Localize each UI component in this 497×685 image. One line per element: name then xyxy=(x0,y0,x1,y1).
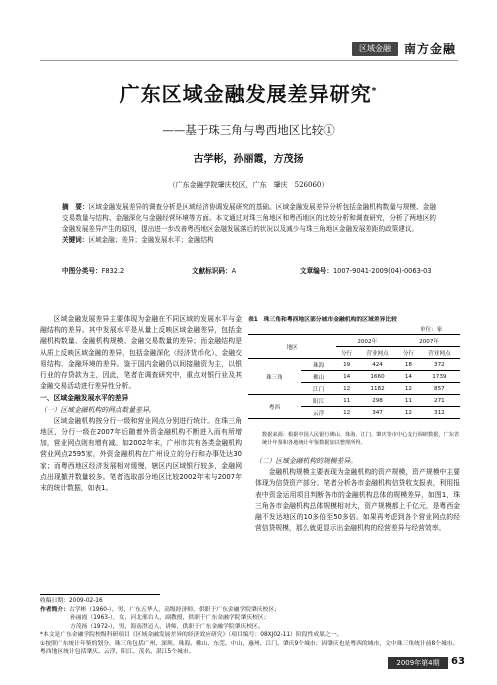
table-header-region: 地区 xyxy=(248,335,336,359)
keywords: 区域金融；差异；金融发展水平；金融结构 xyxy=(88,236,214,244)
region-note: ①按照广东统计年鉴的划分，珠三角包括广州、深圳、珠海、佛山、东莞、中山、惠州、江门、肇庆9个城市；因肇庆也是粤西的城市，文中珠三角统计前8个城市。粤西地区统计包括肇庆、云浮、阳江、茂名、湛江5个城市。 xyxy=(40,640,459,655)
article-id-label: 文章编号： xyxy=(300,267,333,275)
right-column xyxy=(255,456,460,534)
table-city: 江门 xyxy=(301,383,336,395)
table-subheader: 分行 xyxy=(398,347,419,359)
table-cell: 298 xyxy=(357,395,398,407)
table-unit: 单位：家 xyxy=(420,327,443,333)
article-id xyxy=(300,265,432,275)
table-group-label: 珠三角 xyxy=(248,359,301,395)
fund-note: *本文是广东金融学院校级科研项目《区域金融发展差异的经济效应研究》（项目编号：08XJ02-11）阶段性成果之一。 xyxy=(40,632,343,638)
table-header-year: 2007年 xyxy=(398,335,460,347)
abstract-label: 摘 要： xyxy=(62,203,89,211)
table-cell: 1182 xyxy=(357,383,398,395)
abstract-text: 区域金融发展差异的调查分析是区域经济协调发展研究的基础。区域金融发展差异分析包括金融机构数量与规模、金融交易数量与结构、金融深化与金融经营环境等方面。本文通过对珠三角地区和粤西地区的比较分析和调查研究，分析了两地区的金融发展差异产生的原因，提出进一步改善粤西地区金融发展落后的状况以及减少与珠三角地区金融发展差距的政策建议。 xyxy=(62,203,437,233)
table-cell: 12 xyxy=(398,383,419,395)
left-column xyxy=(40,314,242,494)
subsection-heading: （二）区域金融机构的规模差异。 xyxy=(255,457,357,465)
page-title xyxy=(0,78,497,107)
table-cell: 1739 xyxy=(419,371,460,383)
table-subheader: 分行 xyxy=(336,347,357,359)
body-paragraph: 金融机构规模主要表现为金融机构的资产规模，资产规模中主要体现为信贷资产部分。笔者分析各市金融机构信贷收支报表，利用报表中资金运用项目判断各市的金融机构总体的规模差异，如图1，珠三角各市金融机构总体规模相对大，资产规模都上千亿元，是粤西金融不发达地区的10多倍至50多倍。如果再考虑到各个营业网点的经营信贷规模，那么就更显示出金融机构的经营差异与经营效率。 xyxy=(255,468,460,533)
title-footnote-mark: * xyxy=(371,86,378,97)
clc-number xyxy=(62,265,124,275)
doc-code xyxy=(192,265,236,275)
clc-value: F832.2 xyxy=(101,267,125,275)
table-city: 云浮 xyxy=(301,407,336,419)
table-cell: 19 xyxy=(336,359,357,371)
body-paragraph: 区域金融机构按分行一级和营业网点分别进行统计。在珠三角地区，分行一级在2007年后随着外资金融机构不断进入而有所增加，营业网点则有增有减。如2002年末，广州市共有各类金融机构营业网点2595家，外资金融机构在广州设立的分行和办事处达30家；而粤西地区经济发展相对缓慢，辖区内区域银行较多，金融网点出现撤并数量较多。笔者选取部分地区比较2002年末与2007年末的统计数据，如表1。 xyxy=(40,416,242,493)
table-header-year: 2002年 xyxy=(336,335,398,347)
subsection-heading: （一）区域金融机构的网点数量差异。 xyxy=(40,405,156,414)
keywords-label: 关键词： xyxy=(62,236,89,244)
doc-code-label: 文献标识码： xyxy=(192,267,232,275)
table-cell: 11 xyxy=(398,395,419,407)
abstract xyxy=(62,202,436,246)
affiliation: （广东金融学院肇庆校区，广东 肇庆 526060） xyxy=(168,181,329,189)
issue-label: 2009年第4期 xyxy=(388,657,448,669)
table-city: 阳江 xyxy=(301,395,336,407)
received-date: 收稿日期：2009-02-16 xyxy=(40,598,103,604)
title-text: 广东区域金融发展差异研究 xyxy=(119,82,372,106)
table-cell: 1660 xyxy=(357,371,398,383)
author-bio-2: 孙丽霞（1963-），女，河北邢台人，副教授，供职于广东金融学院肇庆校区； xyxy=(70,615,270,621)
table-cell: 12 xyxy=(336,407,357,419)
table-cell: 14 xyxy=(398,371,419,383)
table-cell: 271 xyxy=(419,395,460,407)
table-cell: 14 xyxy=(336,371,357,383)
table-cell: 12 xyxy=(336,383,357,395)
author-bio-1: 古学彬（1960-），男，广东五华人，高级经济师，供职于广东金融学院肇庆校区； xyxy=(69,606,281,613)
footnotes xyxy=(40,597,460,657)
data-table xyxy=(248,334,460,419)
section-heading: 一、区域金融发展水平的差异 xyxy=(40,394,129,403)
table-cell: 18 xyxy=(398,359,419,371)
author-bio-3: 方茂扬（1972-），男，海南澄迈人，讲师，供职于广东金融学院肇庆校区。 xyxy=(70,623,264,630)
header-rule xyxy=(40,60,458,61)
table-cell: 11 xyxy=(336,395,357,407)
doc-code-value: A xyxy=(231,267,237,275)
table-city: 佛山 xyxy=(301,371,336,383)
table-cell: 372 xyxy=(419,359,460,371)
table-cell: 857 xyxy=(419,383,460,395)
table-subheader: 营业网点 xyxy=(419,347,460,359)
author-bio xyxy=(40,606,460,615)
table-cell: 347 xyxy=(357,407,398,419)
author-bio-label: 作者简介： xyxy=(40,606,69,613)
table-cell: 424 xyxy=(357,359,398,371)
table-group-label: 粤西 xyxy=(248,395,301,419)
footnote-rule xyxy=(40,594,160,595)
table-subheader: 营业网点 xyxy=(357,347,398,359)
table-source: 数据来源：根据中国人民银行佛山、珠海、江门、肇庆等市中心支行调研数据，广东省统计年鉴和各地统计年鉴数据加以整理所得。 xyxy=(262,432,460,446)
clc-label: 中图分类号： xyxy=(62,267,102,275)
subtitle: ——基于珠三角与粤西地区比较① xyxy=(162,123,335,137)
table-caption: 表1 珠三角和粤西地区部分城市金融机构的区域差异比较 xyxy=(248,317,397,323)
page-number: 63 xyxy=(451,656,465,667)
journal-brand: 南方金融 xyxy=(404,42,457,56)
article-id-value: 1007-9041-2009(04)-0063-03 xyxy=(332,267,432,275)
table-cell: 12 xyxy=(398,407,419,419)
authors: 古学彬，孙丽霞，方茂扬 xyxy=(193,154,304,165)
table-city: 珠海 xyxy=(301,359,336,371)
body-paragraph: 区域金融发展差异主要体现为金融在不同区域的发展水平与金融结构的差异。其中发展水平是从量上反映区域金融差异，包括金融机构数量、金融机构规模、金融交易数量的差异；而金融结构是从质上反映区域金融的差异，包括金融深化（经济货币化）、金融交易结构、金融环境的差异。鉴于国内金融仍以间接融资为主，以银行业的存贷款为主，因此，笔者在调查研究中，重点对银行业及其金融交易活动进行差异性分析。 xyxy=(40,315,242,391)
table-cell: 312 xyxy=(419,407,460,419)
section-tag: 区域金融 xyxy=(352,42,398,56)
